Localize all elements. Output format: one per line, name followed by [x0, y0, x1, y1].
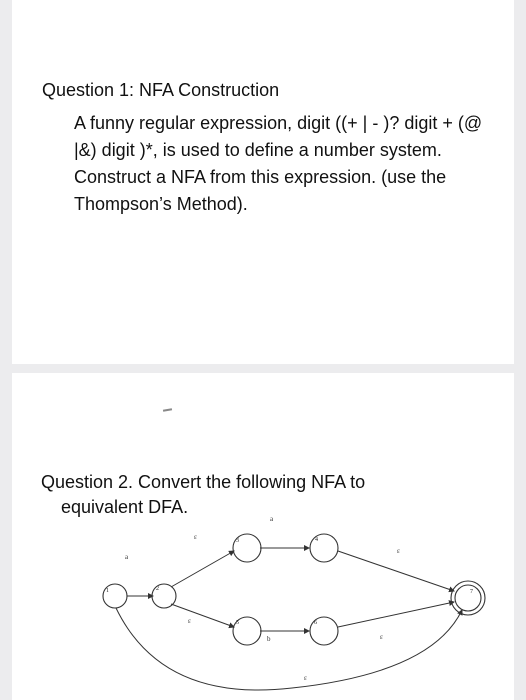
state-4-label: 4 — [315, 537, 318, 543]
edge-label-1-2: a — [125, 553, 129, 561]
question-1-body: A funny regular expression, digit ((+ | - )? digit + (@ |&) digit )*, is used to define a number system. Construct a NFA from this expression. (use the Thompson’s Method). — [74, 113, 483, 214]
question-2-title-line-1: Question 2. Convert the following NFA to — [41, 472, 366, 492]
state-7-label: 7 — [470, 589, 473, 595]
state-7-outer — [451, 581, 485, 615]
question-1-title: Question 1: NFA Construction — [42, 80, 280, 100]
edge-label-6-7: ε — [380, 633, 383, 641]
question-2-card — [12, 373, 514, 700]
edge-label-2-3: ε — [194, 533, 197, 541]
edge-label-2-5: ε — [188, 617, 191, 625]
edge-4-7 — [338, 551, 454, 591]
edge-1-7 — [116, 608, 462, 690]
edge-label-3-4: a — [270, 515, 274, 523]
nfa-diagram — [12, 373, 514, 700]
edge-label-1-7: ε — [304, 674, 307, 682]
state-5-label: 5 — [236, 620, 239, 626]
edge-label-4-7: ε — [397, 547, 400, 555]
state-6-label: 6 — [314, 620, 317, 626]
state-1-label: 1 — [106, 588, 109, 594]
edge-2-3 — [171, 551, 234, 587]
edge-label-5-6: b — [267, 635, 271, 643]
question-1-card — [12, 0, 514, 364]
state-7-inner — [455, 585, 481, 611]
edge-6-7 — [338, 602, 454, 627]
edge-2-5 — [171, 604, 234, 627]
question-2-title-line-2: equivalent DFA. — [61, 497, 189, 517]
state-2-label: 2 — [156, 586, 159, 592]
state-3-label: 3 — [236, 538, 239, 544]
